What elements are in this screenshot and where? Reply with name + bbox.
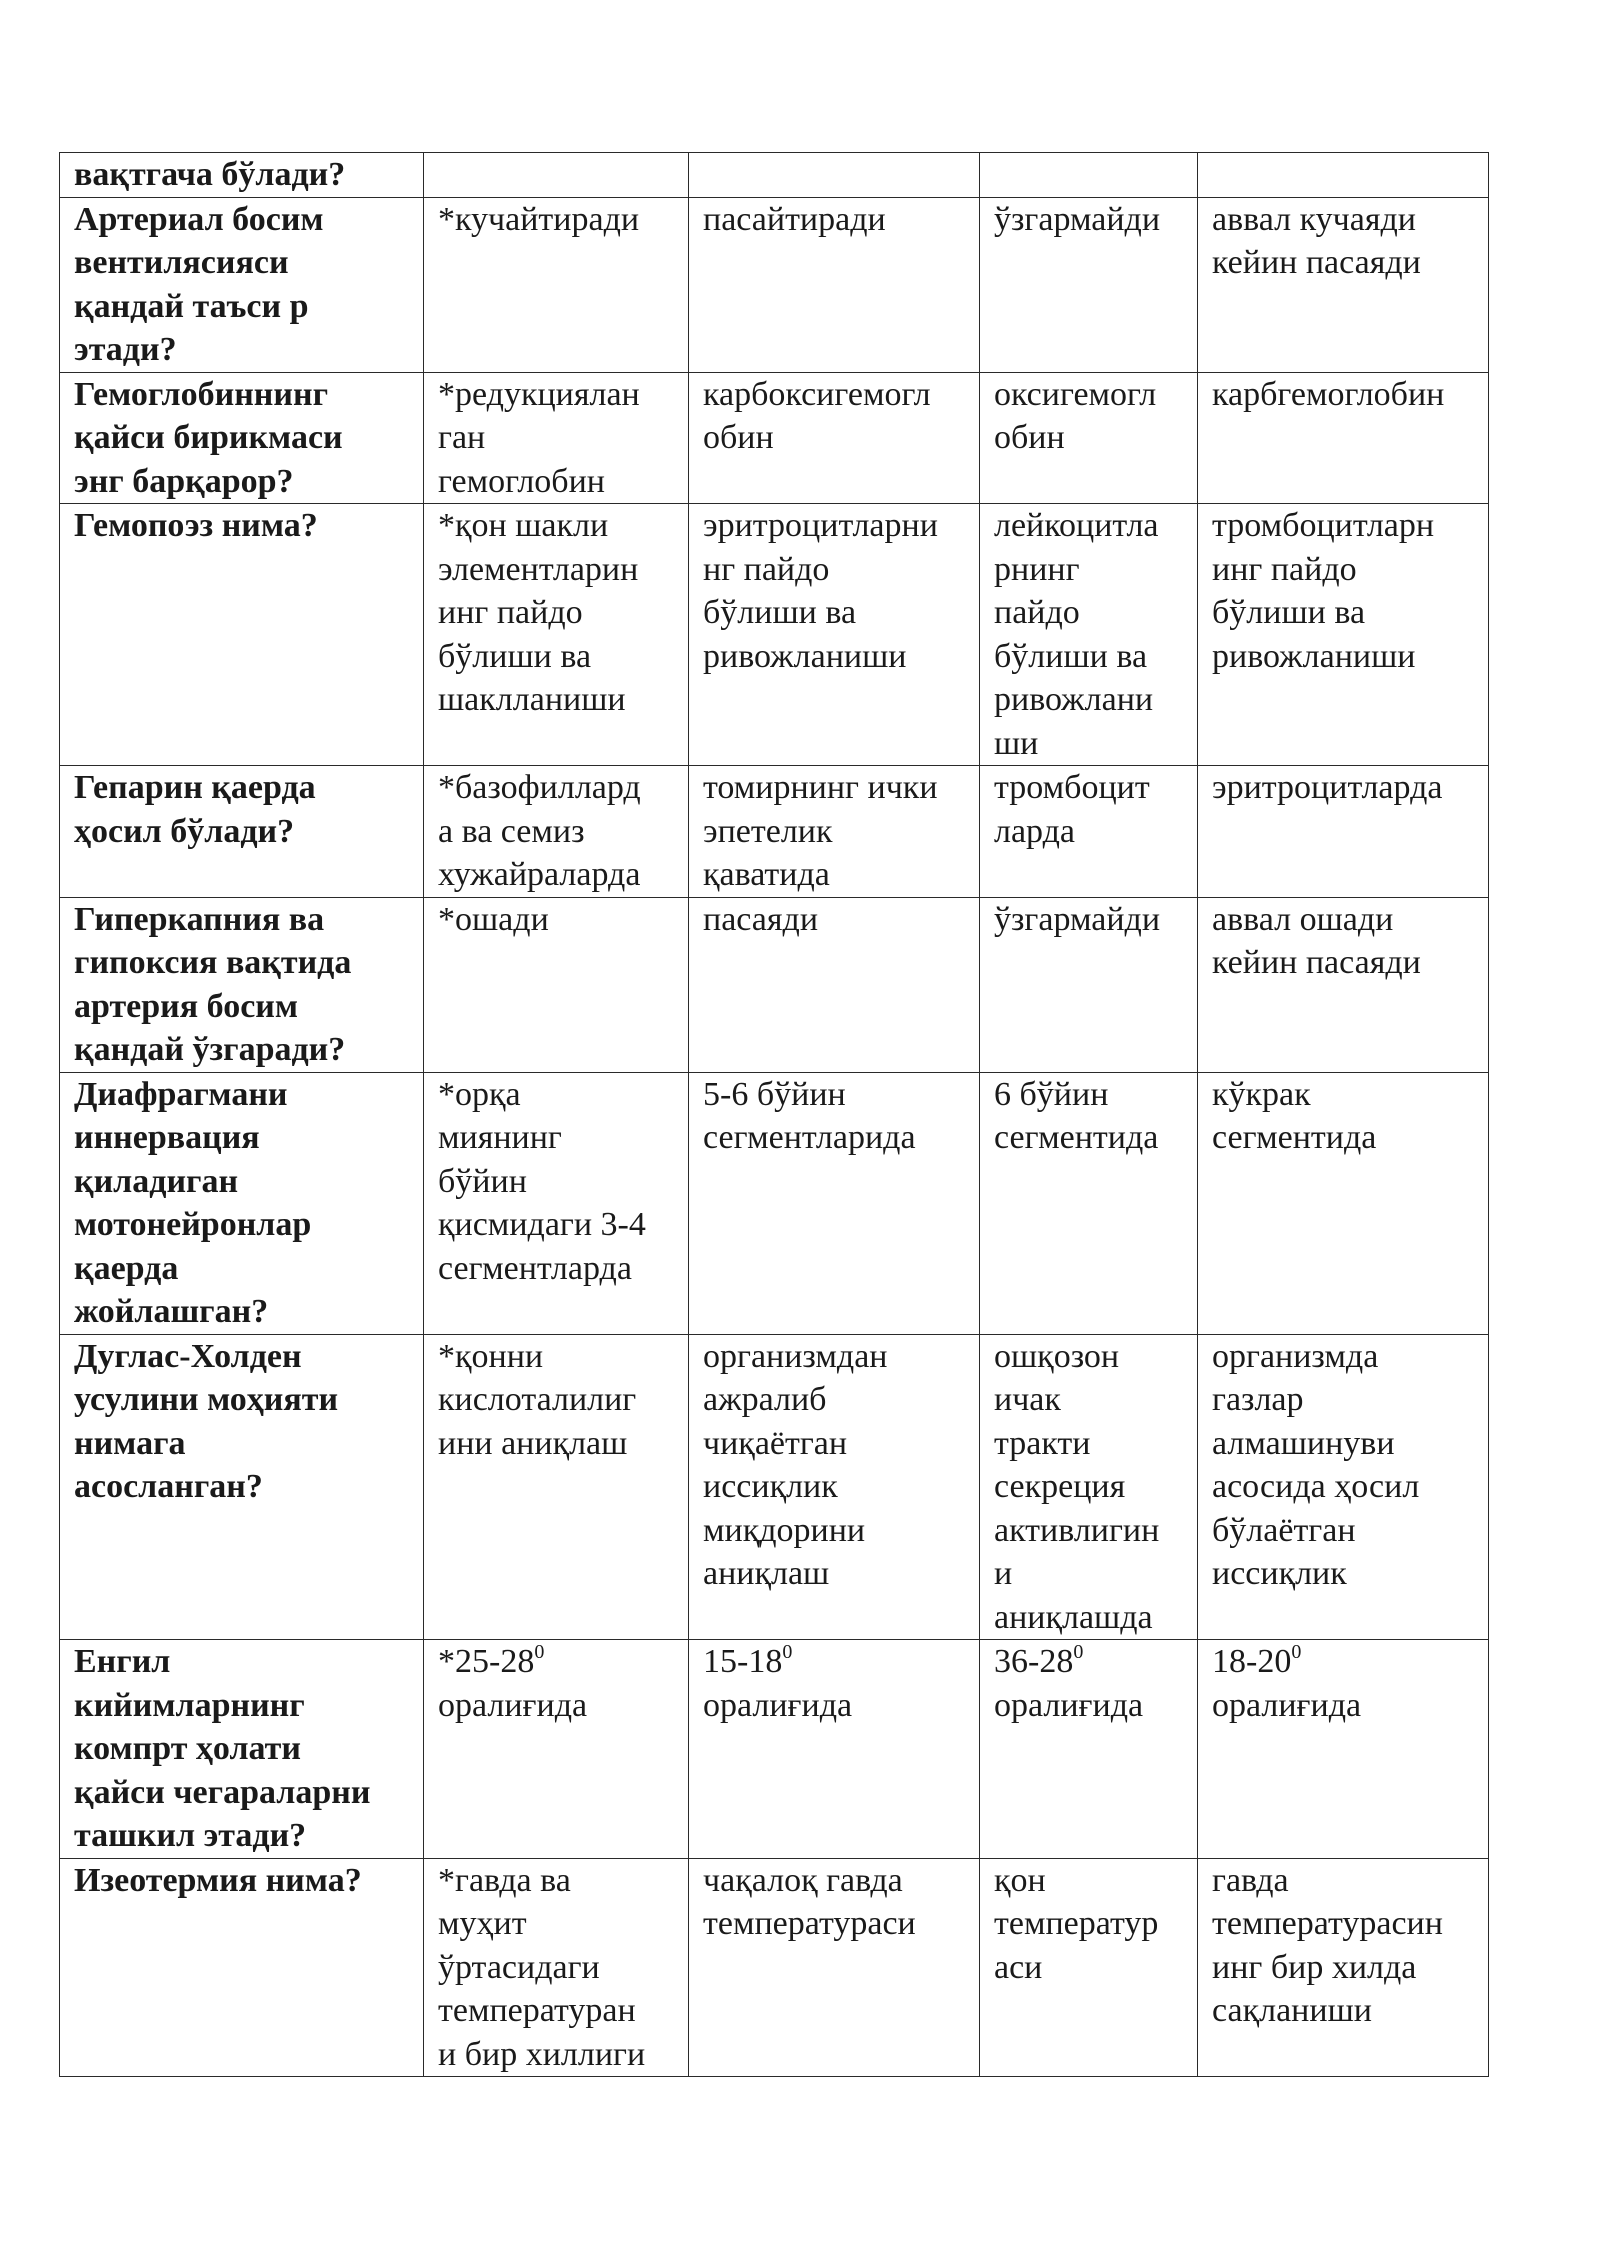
answer-text-line: бўлиши ва <box>1212 594 1366 631</box>
answer-text-line: пайдо <box>994 594 1080 631</box>
answer-text-line: ривожлани <box>994 681 1154 718</box>
answer-text-line: инг бир хилда <box>1212 1948 1417 1986</box>
question-cell <box>60 1072 424 1334</box>
answer-text-line: рнинг <box>994 550 1080 588</box>
answer-text-line: и бир хиллиги <box>438 2035 646 2073</box>
answer-text-line: ривожланиши <box>703 637 907 675</box>
answer-option-cell <box>1198 1334 1489 1640</box>
answer-value: 15-18 <box>703 1643 783 1680</box>
answer-text-line: 5-6 бўйин <box>703 1075 846 1113</box>
question-cell <box>60 197 424 372</box>
table-row <box>60 1072 1489 1334</box>
answer-text-line: активлигин <box>994 1511 1160 1549</box>
answer-text-line: лейкоцитла <box>994 507 1159 544</box>
answer-text-line: *гавда ва <box>438 1861 571 1899</box>
answer-option-cell <box>689 1072 980 1334</box>
answer-text-line: температуран <box>438 1992 636 2029</box>
answer-text-line: аси <box>994 1948 1043 1986</box>
answer-text-line: сегментларида <box>703 1119 916 1156</box>
answer-text-line: нг пайдо <box>703 550 830 588</box>
answer-option-cell <box>980 1858 1198 2077</box>
question-text-line: қаерда <box>74 1249 179 1287</box>
table-row <box>60 197 1489 372</box>
answer-text-line <box>1212 1640 1474 1684</box>
answer-text-line: ўзгармайди <box>994 900 1161 938</box>
question-cell <box>60 372 424 504</box>
answer-text-line: *ошади <box>438 900 549 938</box>
answer-option-cell <box>980 1072 1198 1334</box>
answer-text-line: инг пайдо <box>1212 550 1357 588</box>
answer-text-line: чиқаётган <box>703 1424 848 1462</box>
answer-text-line: эпетелик <box>703 812 833 850</box>
degree-superscript: 0 <box>1073 1641 1084 1663</box>
answer-text-line: ўртасидаги <box>438 1948 600 1986</box>
correct-answer-cell <box>424 1072 689 1334</box>
table-row <box>60 504 1489 766</box>
answer-text-line: қисмидаги 3-4 <box>438 1206 646 1243</box>
answer-text-line <box>994 1640 1183 1684</box>
answer-text-line: гавда <box>1212 1861 1289 1899</box>
question-cell <box>60 1858 424 2077</box>
answer-text-line: *қонни <box>438 1337 544 1375</box>
question-text-line: Гиперкапния ва <box>74 900 325 938</box>
answer-text-line: алмашинуви <box>1212 1424 1395 1462</box>
question-text-line: Дуглас-Холден <box>74 1337 302 1375</box>
answer-option-cell <box>980 153 1198 198</box>
answer-text-line: бўлиши ва <box>994 637 1148 675</box>
answer-option-cell <box>689 504 980 766</box>
question-text-line: энг барқарор? <box>74 462 294 500</box>
answer-text-line: тракти <box>994 1424 1091 1462</box>
question-text-line: нимага <box>74 1424 186 1462</box>
answer-option-cell <box>1198 1072 1489 1334</box>
question-text-line: усулини моҳияти <box>74 1381 339 1418</box>
answer-text-line: ажралиб <box>703 1381 827 1418</box>
answer-text-line: температурасин <box>1212 1905 1443 1942</box>
question-text-line: қандай таъси р <box>74 287 309 325</box>
answer-text-line: шаклланиши <box>438 681 626 718</box>
answer-text-line: аниқлашда <box>994 1598 1153 1636</box>
table-row <box>60 1858 1489 2077</box>
answer-option-cell <box>980 1640 1198 1859</box>
question-text-line: асосланган? <box>74 1468 263 1505</box>
correct-answer-cell <box>424 1640 689 1859</box>
answer-text-line: газлар <box>1212 1381 1304 1418</box>
answer-text-line: бўйин <box>438 1162 527 1200</box>
answer-text-line: тромбоцитларн <box>1212 507 1435 544</box>
table-row <box>60 897 1489 1072</box>
answer-value: 36-28 <box>994 1643 1074 1680</box>
answer-option-cell <box>980 197 1198 372</box>
answer-text-line: обин <box>703 419 774 456</box>
answer-text-line: томирнинг ички <box>703 769 938 806</box>
answer-value: *25-28 <box>438 1643 535 1680</box>
question-text-line: артерия босим <box>74 987 299 1025</box>
answer-text-line: ши <box>994 724 1039 762</box>
table-row <box>60 372 1489 504</box>
question-text-line: кийимларнинг <box>74 1686 305 1724</box>
answer-text-line: оралиғида <box>1212 1686 1362 1724</box>
answer-text-line: а ва семиз <box>438 812 585 850</box>
answer-option-cell <box>980 766 1198 898</box>
question-cell <box>60 153 424 198</box>
answer-option-cell <box>980 897 1198 1072</box>
answer-text-line: *қон шакли <box>438 507 609 544</box>
question-cell <box>60 1640 424 1859</box>
answer-text-line: сегментида <box>994 1119 1159 1156</box>
answer-option-cell <box>1198 766 1489 898</box>
answer-text-line: аниқлаш <box>703 1555 830 1592</box>
question-text-line: этади? <box>74 331 177 368</box>
answer-text-line: *орқа <box>438 1075 521 1113</box>
answer-text-line: сегментларда <box>438 1249 632 1287</box>
question-text-line: ҳосил бўлади? <box>74 812 295 850</box>
answer-text-line: муҳит <box>438 1905 527 1942</box>
answer-text-line: и <box>994 1555 1013 1592</box>
answer-text-line: элементларин <box>438 550 639 588</box>
correct-answer-cell <box>424 504 689 766</box>
answer-text-line: кислоталилиг <box>438 1381 637 1418</box>
answer-text-line: аввал ошади <box>1212 900 1394 938</box>
answer-option-cell <box>689 766 980 898</box>
answer-text-line: хужайраларда <box>438 856 641 893</box>
question-text-line: жойлашган? <box>74 1293 269 1330</box>
answer-text-line: оксигемогл <box>994 375 1157 413</box>
question-text-line: вентилясияси <box>74 244 289 281</box>
answer-text-line: кейин пасаяди <box>1212 944 1421 981</box>
answer-text-line: оралиғида <box>994 1686 1144 1724</box>
answer-text-line: ини аниқлаш <box>438 1424 628 1462</box>
correct-answer-cell <box>424 1334 689 1640</box>
table-row <box>60 1334 1489 1640</box>
answer-text-line <box>703 1640 965 1684</box>
answer-text-line: қаватида <box>703 856 830 893</box>
answer-option-cell <box>689 197 980 372</box>
answer-text-line: бўлиши ва <box>438 637 592 675</box>
degree-superscript: 0 <box>1291 1641 1302 1663</box>
question-text-line: қиладиган <box>74 1162 239 1200</box>
question-text-line: Артериал босим <box>74 200 324 238</box>
answer-text-line: температураси <box>703 1905 916 1942</box>
question-text-line: Гемопоэз нима? <box>74 507 318 544</box>
answer-text-line: ривожланиши <box>1212 637 1416 675</box>
answer-option-cell <box>689 897 980 1072</box>
answer-text-line: ган <box>438 419 486 456</box>
answer-text-line: бўлиши ва <box>703 594 857 631</box>
answer-text-line: иссиқлик <box>703 1468 838 1505</box>
answer-option-cell <box>689 153 980 198</box>
answer-option-cell <box>1198 372 1489 504</box>
answer-text-line: сақланиши <box>1212 1992 1372 2029</box>
answer-text-line: тромбоцит <box>994 769 1150 806</box>
question-text-line: компрт ҳолати <box>74 1730 301 1767</box>
answer-text-line: кейин пасаяди <box>1212 244 1421 281</box>
question-cell <box>60 766 424 898</box>
table-row <box>60 766 1489 898</box>
answer-option-cell <box>980 372 1198 504</box>
answer-text-line: миянинг <box>438 1119 562 1156</box>
answer-text-line: асосида ҳосил <box>1212 1468 1420 1505</box>
answer-text-line: карбоксигемогл <box>703 375 931 413</box>
answer-text-line: миқдорини <box>703 1511 866 1549</box>
answer-text-line: кўкрак <box>1212 1075 1311 1113</box>
answer-value: 18-20 <box>1212 1643 1292 1680</box>
question-text-line: ташкил этади? <box>74 1817 307 1854</box>
answer-option-cell <box>689 372 980 504</box>
question-text-line: Изеотермия нима? <box>74 1861 362 1899</box>
answer-text-line: ўзгармайди <box>994 200 1161 238</box>
answer-text-line: эритроцитларда <box>1212 769 1443 806</box>
correct-answer-cell <box>424 197 689 372</box>
question-cell <box>60 1334 424 1640</box>
answer-text-line: оралиғида <box>703 1686 853 1724</box>
answer-text-line: сегментида <box>1212 1119 1377 1156</box>
question-text-line: Гемоглобиннинг <box>74 375 329 413</box>
question-text-line: қандай ўзгаради? <box>74 1031 346 1068</box>
question-text-line: Гепарин қаерда <box>74 769 316 806</box>
answer-text-line: қон <box>994 1861 1046 1899</box>
answer-option-cell <box>1198 1640 1489 1859</box>
answer-text-line: 6 бўйин <box>994 1075 1109 1113</box>
answer-text-line: пасайтиради <box>703 200 886 238</box>
correct-answer-cell <box>424 372 689 504</box>
answer-text-line: ичак <box>994 1381 1061 1418</box>
degree-superscript: 0 <box>534 1641 545 1663</box>
answer-text-line: пасаяди <box>703 900 819 938</box>
answer-option-cell <box>1198 1858 1489 2077</box>
answer-text-line: организмдан <box>703 1337 888 1375</box>
answer-option-cell <box>689 1640 980 1859</box>
answer-text-line: организмда <box>1212 1337 1379 1375</box>
answer-text-line: обин <box>994 419 1065 456</box>
question-text-line: Енгил <box>74 1643 171 1680</box>
answer-option-cell <box>689 1334 980 1640</box>
question-text-line: иннервация <box>74 1119 260 1156</box>
answer-text-line: гемоглобин <box>438 462 605 500</box>
answer-text-line: температур <box>994 1905 1159 1942</box>
answer-option-cell <box>1198 504 1489 766</box>
answer-text-line: инг пайдо <box>438 594 583 631</box>
question-text-line: мотонейронлар <box>74 1206 312 1243</box>
question-cell <box>60 897 424 1072</box>
correct-answer-cell <box>424 897 689 1072</box>
correct-answer-cell <box>424 766 689 898</box>
correct-answer-cell <box>424 153 689 198</box>
answer-text-line: эритроцитларни <box>703 507 938 544</box>
question-text-line: қайси чегараларни <box>74 1773 371 1811</box>
table-row <box>60 153 1489 198</box>
answer-text-line: ошқозон <box>994 1337 1120 1375</box>
answer-text-line: оралиғида <box>438 1686 588 1724</box>
answer-text-line: *кучайтиради <box>438 200 640 238</box>
answer-option-cell <box>1198 897 1489 1072</box>
question-text-line: вақтгача бўлади? <box>74 156 346 193</box>
question-cell <box>60 504 424 766</box>
answer-text-line <box>438 1640 674 1684</box>
answer-option-cell <box>1198 197 1489 372</box>
answer-text-line: аввал кучаяди <box>1212 200 1416 238</box>
degree-superscript: 0 <box>782 1641 793 1663</box>
answer-text-line: бўлаётган <box>1212 1511 1356 1549</box>
question-text-line: қайси бирикмаси <box>74 419 343 456</box>
answer-text-line: карбгемоглобин <box>1212 375 1445 413</box>
answer-text-line: чақалоқ гавда <box>703 1861 903 1899</box>
quiz-table-body <box>60 153 1489 2077</box>
question-text-line: гипоксия вақтида <box>74 944 352 981</box>
table-row <box>60 1640 1489 1859</box>
answer-option-cell <box>980 1334 1198 1640</box>
correct-answer-cell <box>424 1858 689 2077</box>
answer-option-cell <box>689 1858 980 2077</box>
answer-option-cell <box>1198 153 1489 198</box>
answer-text-line: иссиқлик <box>1212 1555 1347 1592</box>
answer-text-line: *базофиллард <box>438 769 641 806</box>
answer-option-cell <box>980 504 1198 766</box>
question-text-line: Диафрагмани <box>74 1075 288 1113</box>
quiz-table <box>59 152 1489 2077</box>
answer-text-line: секреция <box>994 1468 1126 1505</box>
answer-text-line: *редукциялан <box>438 375 640 413</box>
answer-text-line: ларда <box>994 812 1075 850</box>
